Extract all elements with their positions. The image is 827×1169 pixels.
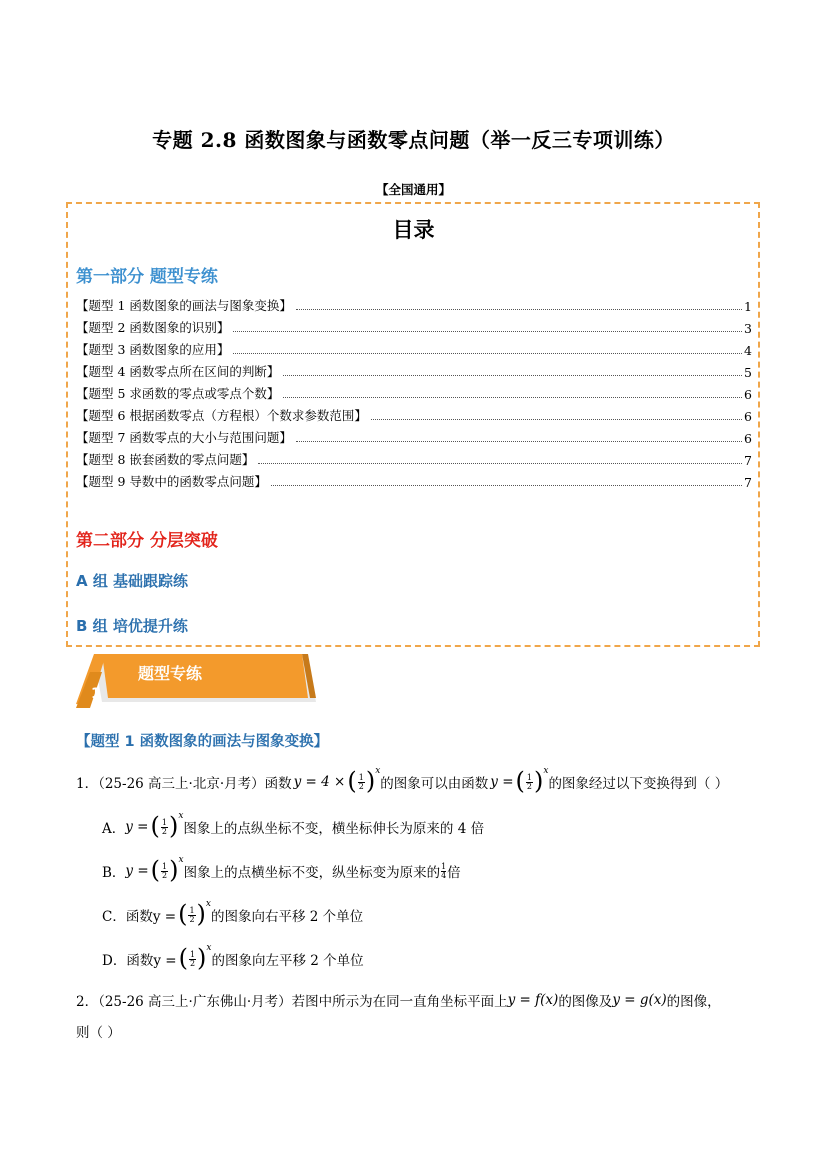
option-fraction: ( $\frac{1}{2}$ ) x	[150, 855, 184, 884]
toc-leader-dots	[296, 441, 742, 442]
frac-exp: x	[205, 899, 211, 909]
toc-item-label: 【题型 8 嵌套函数的零点问题】	[76, 452, 255, 467]
option-text: 的图象向右平移 2 个单位	[211, 909, 364, 925]
frac-den: 2	[161, 826, 167, 836]
q2-f-expr: y = f(x)	[507, 992, 559, 1008]
toc-item[interactable]	[76, 294, 752, 314]
q2-text-c: 的图像，	[666, 994, 721, 1010]
frac-num: 1	[189, 949, 196, 959]
question-1-stem	[76, 766, 729, 795]
toc-item-page: 7	[744, 453, 752, 468]
q2-text-a: 2．（25-26 高三上·广东佛山·月考）若图中所示为在同一直角坐标平面上	[76, 994, 508, 1010]
toc-item-page: 7	[744, 475, 752, 490]
frac-exp: x	[375, 766, 381, 776]
q1-fraction-right: ( $\frac{1}{2}$ ) x	[515, 766, 549, 795]
option-tail: 倍	[447, 865, 461, 881]
option-label: C．	[102, 909, 126, 925]
toc-item-label: 【题型 5 求函数的零点或零点个数】	[76, 386, 280, 401]
q1-expr-right: y =	[490, 774, 514, 790]
toc-item-label: 【题型 4 函数零点所在区间的判断】	[76, 364, 280, 379]
option-tail-fraction	[441, 863, 446, 880]
q1-suffix: 的图象经过以下变换得到（ ）	[548, 776, 729, 792]
toc-item[interactable]	[76, 360, 752, 380]
frac-exp: x	[206, 943, 212, 953]
option-text: 的图象向左平移 2 个单位	[211, 953, 364, 969]
option-pre: 函数y =	[125, 909, 177, 925]
frac-num: 1	[189, 905, 195, 915]
option-label: D．	[102, 953, 127, 969]
toc-group-b[interactable]: B 组 培优提升练	[76, 617, 188, 635]
q1-expr-left: y = 4 ×	[293, 774, 346, 790]
toc-item-page: 6	[744, 431, 752, 446]
toc-item-label: 【题型 3 函数图象的应用】	[76, 342, 230, 357]
toc-item-label: 【题型 6 根据函数零点（方程根）个数求参数范围】	[76, 408, 367, 423]
question-2-line2: 则（ ）	[76, 1025, 121, 1041]
q2-g-expr: y = g(x)	[612, 992, 667, 1008]
toc-leader-dots	[283, 397, 742, 398]
option-c[interactable]	[102, 899, 364, 928]
toc-leader-dots	[258, 463, 742, 464]
option-d[interactable]	[102, 943, 364, 972]
toc-leader-dots	[233, 353, 742, 354]
frac-num: 1	[162, 861, 168, 871]
q2-text-b: 的图像及	[558, 994, 613, 1010]
toc-item-label: 【题型 7 函数零点的大小与范围问题】	[76, 430, 292, 445]
toc-item-page: 1	[744, 299, 752, 314]
toc-leader-dots	[371, 419, 742, 420]
frac-num: 1	[526, 772, 532, 782]
q1-mid: 的图象可以由函数	[380, 776, 489, 792]
banner-label: 题型专练	[138, 664, 203, 683]
frac-exp: x	[178, 811, 184, 821]
toc-item[interactable]	[76, 426, 752, 446]
frac-exp: x	[543, 766, 549, 776]
q1-prefix: 1．（25-26 高三上·北京·月考）函数	[76, 776, 292, 792]
frac-den: 2	[189, 914, 195, 924]
option-fraction: ( $\frac{1}{2}$ ) x	[178, 943, 212, 972]
frac-den: 2	[162, 870, 168, 880]
option-text: 图象上的点纵坐标不变，横坐标伸长为原来的 4 倍	[183, 821, 485, 837]
frac-exp: x	[178, 855, 184, 865]
toc-item[interactable]	[76, 470, 752, 490]
document-subtitle: 【全国通用】	[375, 182, 451, 197]
option-label: A．	[102, 821, 126, 837]
toc-item-page: 6	[744, 387, 752, 402]
option-fraction: ( $\frac{1}{2}$ ) x	[178, 899, 211, 928]
toc-leader-dots	[296, 309, 742, 310]
toc-item[interactable]	[76, 448, 752, 468]
toc-item-page: 3	[744, 321, 752, 336]
toc-group-a[interactable]: A 组 基础跟踪练	[76, 572, 189, 590]
toc-item[interactable]	[76, 382, 752, 402]
toc-leader-dots	[283, 375, 742, 376]
frac-num: 1	[441, 861, 447, 871]
toc-item-label: 【题型 1 函数图象的画法与图象变换】	[76, 298, 292, 313]
banner-number: 1	[91, 686, 101, 702]
frac-den: 2	[189, 958, 196, 968]
toc-heading: 目录	[392, 218, 435, 242]
toc-item-page: 6	[744, 409, 752, 424]
frac-den: 2	[526, 781, 532, 791]
frac-den: 4	[441, 870, 447, 880]
option-pre: 函数y =	[126, 953, 177, 969]
toc-item-label: 【题型 2 函数图象的识别】	[76, 320, 230, 335]
option-pre: y =	[125, 819, 149, 835]
frac-num: 1	[358, 772, 364, 782]
toc-leader-dots	[271, 485, 742, 486]
toc-part1-heading: 第一部分 题型专练	[76, 267, 218, 287]
option-fraction: ( $\frac{1}{2}$ ) x	[150, 811, 184, 840]
toc-item-page: 5	[744, 365, 752, 380]
q1-fraction-left: ( $\frac{1}{2}$ ) x	[347, 766, 381, 795]
toc-part2-heading: 第二部分 分层突破	[76, 531, 218, 551]
option-text: 图象上的点横坐标不变，纵坐标变为原来的	[183, 865, 441, 881]
question-2-stem	[76, 990, 721, 1010]
toc-item-label: 【题型 9 导数中的函数零点问题】	[76, 474, 267, 489]
toc-item[interactable]	[76, 338, 752, 358]
frac-num: 1	[161, 817, 167, 827]
section-heading: 【题型 1 函数图象的画法与图象变换】	[76, 734, 329, 750]
toc-item[interactable]	[76, 404, 752, 424]
toc-item-page: 4	[744, 343, 752, 358]
option-label: B．	[102, 865, 126, 881]
option-a[interactable]	[102, 811, 485, 840]
option-pre: y =	[125, 863, 149, 879]
document-title: 专题 2.8 函数图象与函数零点问题（举一反三专项训练）	[152, 128, 675, 152]
toc-item[interactable]	[76, 316, 752, 336]
frac-den: 2	[358, 781, 364, 791]
option-b[interactable]	[102, 855, 461, 884]
toc-leader-dots	[233, 331, 742, 332]
